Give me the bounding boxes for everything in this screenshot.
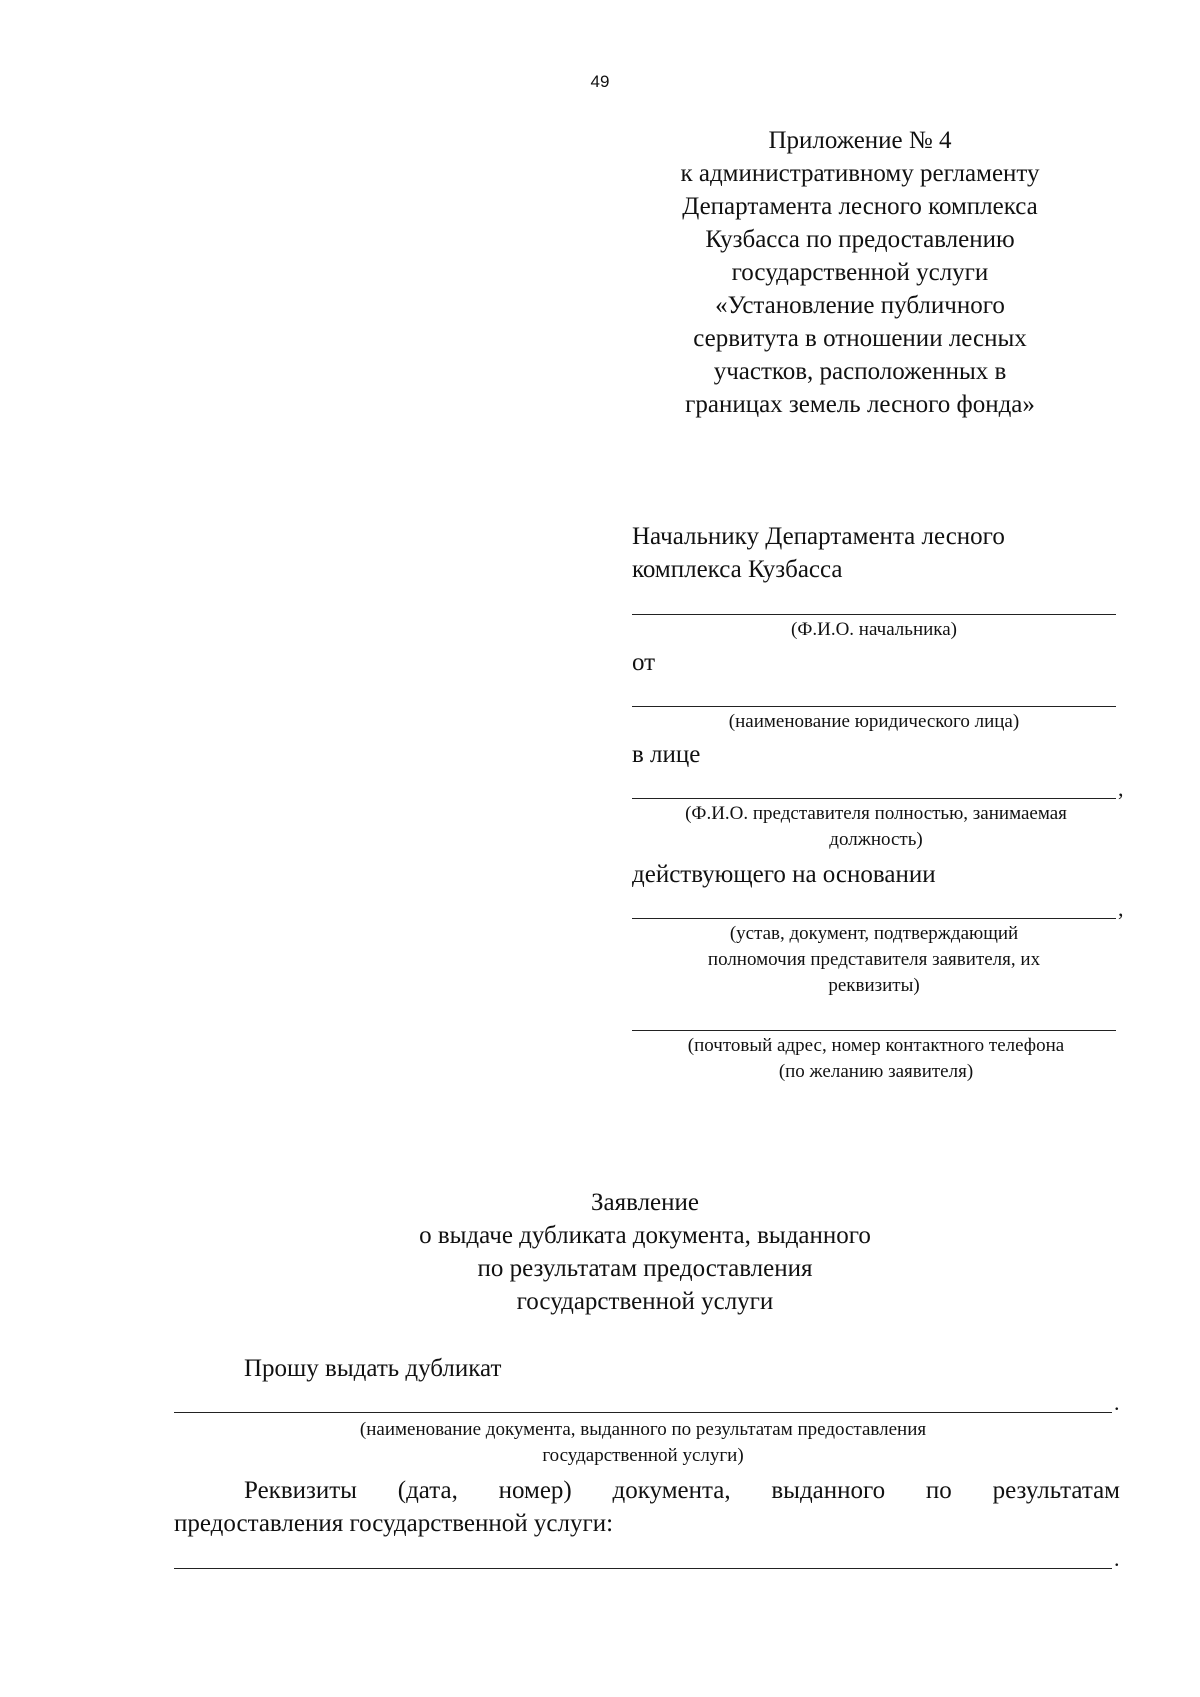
comma-mark: , — [1118, 776, 1124, 801]
appendix-line: границах земель лесного фонда» — [685, 391, 1035, 418]
details-line-2: предоставления государственной услуги: — [174, 1510, 614, 1537]
document-name-caption-line-1: (наименование документа, выданного по результатам предоставления — [359, 1419, 927, 1440]
addressee-line-1: Начальнику Департамента лесного — [632, 523, 1005, 550]
document-name-caption-line-2: государственной услуги) — [542, 1445, 744, 1466]
from-label: от — [632, 649, 656, 676]
comma-mark: , — [1118, 896, 1124, 921]
appendix-line: участков, расположенных в — [713, 358, 1007, 385]
basis-caption-line-2: полномочия представителя заявителя, их — [707, 949, 1041, 970]
period-mark: . — [1114, 1390, 1120, 1415]
document-details-field[interactable] — [174, 1568, 1112, 1569]
postal-address-caption-line-1: (почтовый адрес, номер контактного телефона — [687, 1035, 1065, 1056]
title-line: о выдаче дубликата документа, выданного — [419, 1222, 871, 1249]
postal-address-caption-line-2: (по желанию заявителя) — [778, 1061, 974, 1082]
appendix-line: Приложение № 4 — [768, 127, 952, 154]
basis-label: действующего на основании — [632, 861, 936, 888]
request-text: Прошу выдать дубликат — [244, 1355, 502, 1382]
basis-caption-line-3: реквизиты) — [828, 975, 920, 996]
postal-address-field[interactable] — [632, 1030, 1116, 1031]
appendix-header — [650, 124, 1070, 421]
document-name-field[interactable] — [174, 1412, 1112, 1413]
appendix-line: Кузбасса по предоставлению — [705, 226, 1015, 253]
representative-caption-line-1: (Ф.И.О. представителя полностью, занимаемая — [685, 803, 1067, 824]
appendix-line: «Установление публичного — [715, 292, 1005, 319]
appendix-line: государственной услуги — [731, 259, 989, 286]
details-line-1: Реквизиты (дата, номер) документа, выданного по результатам — [244, 1477, 1120, 1504]
page-number: 49 — [590, 72, 610, 91]
appendix-line: Департамента лесного комплекса — [682, 193, 1038, 220]
appendix-line: сервитута в отношении лесных — [693, 325, 1027, 352]
basis-caption-line-1: (устав, документ, подтверждающий — [729, 923, 1019, 944]
period-mark: . — [1114, 1546, 1120, 1571]
appendix-line: к административному регламенту — [680, 160, 1040, 187]
organization-field[interactable] — [632, 706, 1116, 707]
title-line: государственной услуги — [516, 1288, 774, 1315]
represented-label: в лице — [632, 741, 701, 768]
representative-caption-line-2: должность) — [829, 829, 923, 850]
document-title — [300, 1186, 990, 1318]
fio-chief-field[interactable] — [632, 614, 1116, 615]
title-line: Заявление — [590, 1189, 700, 1216]
organization-caption: (наименование юридического лица) — [728, 711, 1020, 732]
fio-chief-caption: (Ф.И.О. начальника) — [791, 619, 957, 640]
addressee-line-2: комплекса Кузбасса — [632, 556, 843, 583]
basis-field[interactable] — [632, 918, 1116, 919]
title-line: по результатам предоставления — [477, 1255, 813, 1282]
representative-field[interactable] — [632, 798, 1116, 799]
